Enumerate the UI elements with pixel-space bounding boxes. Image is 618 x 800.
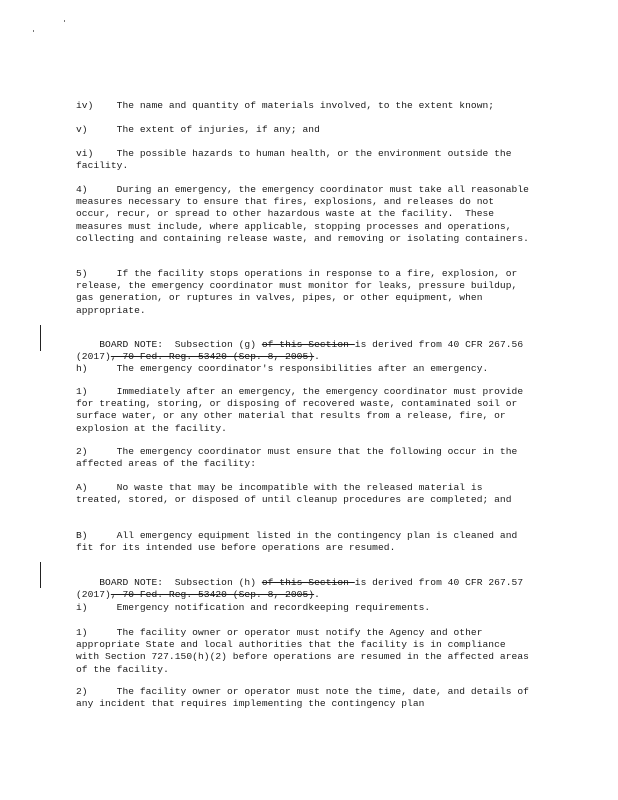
note-text: BOARD NOTE: Subsection (h) [99, 577, 262, 589]
paragraph-i1: 1) The facility owner or operator must notify the Agency and other appropriate State and local authorities that the facility is in compliance with Section 727.150(h)(2) before operations are resumed in the affected areas of the facility. [76, 627, 535, 675]
note-text: BOARD NOTE: Subsection (g) [99, 339, 262, 351]
revision-bar [40, 562, 41, 588]
struck-text: , 70 Fed. Reg. 53420 (Sep. 8, 2005) [110, 351, 315, 363]
struck-text: of this Section [261, 339, 355, 351]
paragraph-B: B) All emergency equipment listed in the contingency plan is cleaned and fit for its intended use before operations are resumed. [76, 530, 524, 554]
paragraph-A: A) No waste that may be incompatible with the released material is treated, stored, or disposed of until cleanup procedures are completed; and [76, 482, 512, 506]
paragraph-v: v) The extent of injuries, if any; and [76, 124, 320, 135]
scan-speck [33, 30, 34, 32]
note-text: . [314, 351, 320, 363]
revision-bar [40, 325, 41, 351]
paragraph-iv: iv) The name and quantity of materials involved, to the extent known; [76, 100, 495, 111]
scan-speck [64, 20, 65, 22]
paragraph-vi: vi) The possible hazards to human health, or the environment outside the facility. [76, 148, 518, 172]
struck-text: of this Section [261, 577, 355, 589]
paragraph-i: i) Emergency notification and recordkeeping requirements. [76, 602, 431, 613]
paragraph-h1: 1) Immediately after an emergency, the emergency coordinator must provide for treating, storing, or disposing of recovered waste, contaminated soil or surface water, or any other material that results from a release, fire, or explosion at the facility. [76, 386, 529, 434]
note-text: . [314, 589, 320, 601]
struck-text: , 70 Fed. Reg. 53420 (Sep. 8, 2005) [110, 589, 315, 601]
paragraph-5: 5) If the facility stops operations in response to a fire, explosion, or release, the emergency coordinator must monitor for leaks, pressure buildup, gas generation, or ruptures in valves, pipes, or other equipment, when appropriate. [76, 268, 524, 316]
paragraph-i2: 2) The facility owner or operator must note the time, date, and details of any incident that requires implementing the contingency plan [76, 686, 535, 710]
paragraph-h: h) The emergency coordinator's responsibilities after an emergency. [76, 363, 489, 374]
paragraph-4: 4) During an emergency, the emergency coordinator must take all reasonable measures necessary to ensure that fires, explosions, and releases do not occur, recur, or spread to other hazardous waste at the facility. These measures must include, where applicable, stopping processes and operations, collecting and containing release waste, and removing or isolating containers. [76, 184, 535, 244]
note-text: is derived from 40 CFR 267.56 (2017) [76, 339, 529, 363]
paragraph-h2: 2) The emergency coordinator must ensure that the following occur in the affected areas of the facility: [76, 446, 524, 470]
note-text: is derived from 40 CFR 267.57 (2017) [76, 577, 529, 601]
